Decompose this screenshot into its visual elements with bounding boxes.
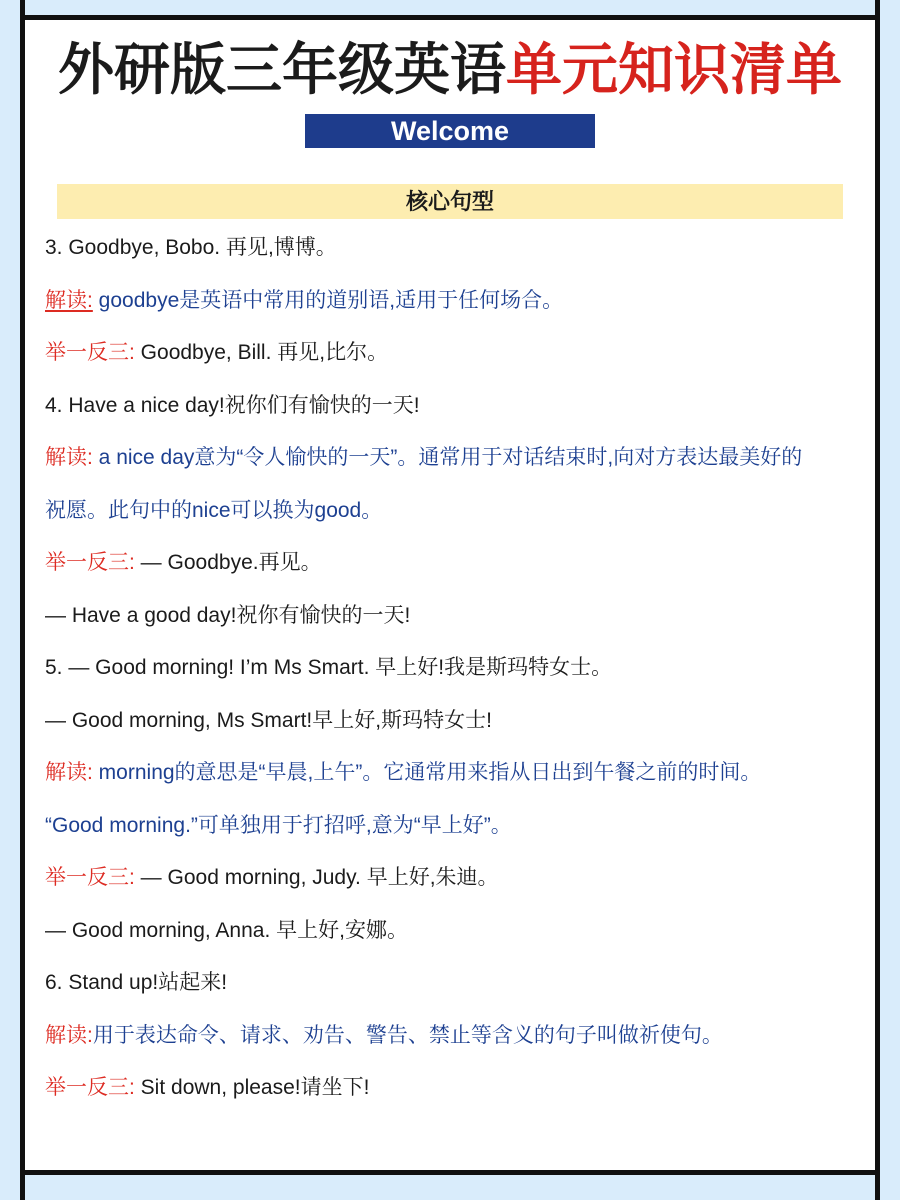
title-black-part: 外研版三年级英语 — [58, 38, 506, 101]
label-text: 举一反三: — [45, 866, 135, 889]
content-line — [45, 866, 855, 890]
content-line — [45, 656, 855, 680]
sentence-text: 4. Have a nice day!祝你们有愉快的一天! — [45, 393, 420, 417]
content-line — [45, 1024, 855, 1048]
section-header-bar: 核心句型 — [57, 184, 843, 219]
sentence-text: 6. Stand up!站起来! — [45, 971, 228, 994]
content-line — [45, 499, 855, 523]
sentence-text: 祝愿。此句中的nice可以换为good。 — [45, 498, 383, 522]
content-line — [45, 761, 855, 785]
sentence-text: morning的意思是“早晨,上午”。它通常用来指从日出到午餐之前的时间。 — [92, 761, 762, 784]
content-line — [45, 971, 855, 995]
label-text: 举一反三: — [45, 551, 135, 574]
document-card — [20, 15, 880, 1175]
sentence-text: 3. Goodbye, Bobo. 再见,博博。 — [45, 236, 337, 259]
label-text: 解读: — [45, 288, 93, 312]
content-line — [45, 289, 855, 313]
content-line — [45, 709, 855, 733]
sentence-text: Sit down, please!请坐下! — [134, 1076, 370, 1099]
card-content — [20, 37, 880, 1100]
content-line — [45, 341, 855, 365]
label-text: 解读: — [45, 1023, 93, 1047]
label-text: 解读: — [45, 761, 93, 784]
content-line — [45, 919, 855, 943]
sentence-text: 5. — Good morning! I’m Ms Smart. 早上好!我是斯玛特女士。 — [45, 656, 613, 679]
sentence-text: — Good morning, Judy. 早上好,朱迪。 — [134, 866, 499, 889]
content-line — [45, 1076, 855, 1100]
content-line — [45, 604, 855, 628]
sentence-text: 用于表达命令、请求、劝告、警告、禁止等含义的句子叫做祈使句。 — [92, 1023, 723, 1047]
content-line — [45, 446, 855, 470]
main-title — [45, 37, 855, 103]
sentence-text: a nice day意为“令人愉快的一天”。通常用于对话结束时,向对方表达最美好的 — [92, 446, 803, 469]
label-text: 举一反三: — [45, 341, 135, 364]
content-lines — [45, 236, 855, 1100]
content-line — [45, 814, 855, 838]
title-red-part: 单元知识清单 — [506, 38, 842, 101]
sentence-text: — Goodbye.再见。 — [134, 551, 322, 574]
unit-banner: Welcome — [305, 114, 595, 148]
sentence-text: Goodbye, Bill. 再见,比尔。 — [134, 341, 389, 364]
sentence-text: goodbye是英语中常用的道别语,适用于任何场合。 — [92, 288, 564, 312]
content-line — [45, 551, 855, 575]
sentence-text: — Good morning, Ms Smart!早上好,斯玛特女士! — [45, 708, 492, 732]
content-line — [45, 236, 855, 260]
sentence-text: — Have a good day!祝你有愉快的一天! — [45, 603, 411, 627]
label-text: 举一反三: — [45, 1076, 135, 1099]
sentence-text: “Good morning.”可单独用于打招呼,意为“早上好”。 — [45, 813, 512, 837]
label-text: 解读: — [45, 446, 93, 469]
content-line — [45, 394, 855, 418]
sentence-text: — Good morning, Anna. 早上好,安娜。 — [45, 918, 408, 942]
